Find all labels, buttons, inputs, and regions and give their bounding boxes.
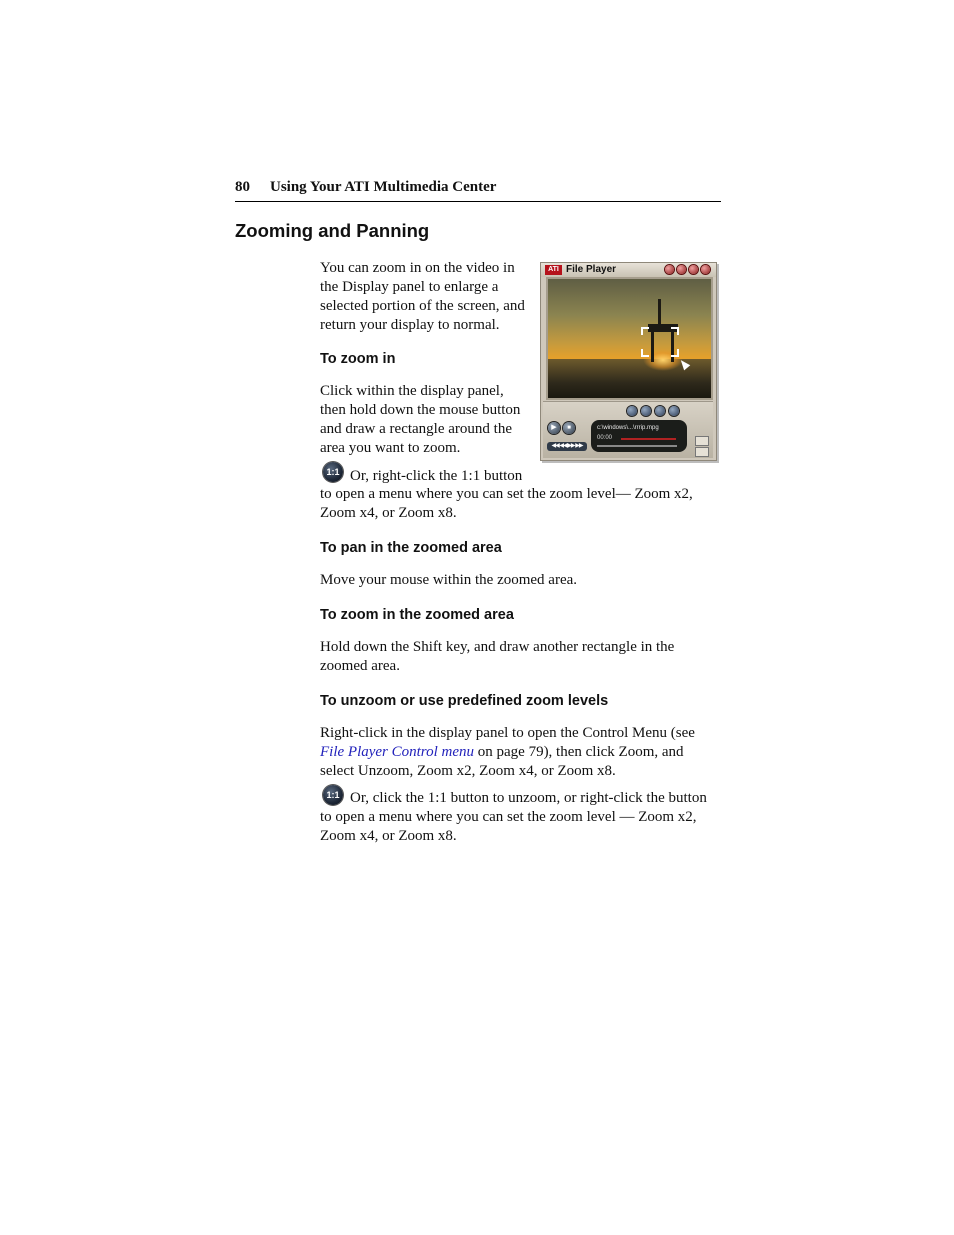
pan-paragraph: Move your mouse within the zoomed area. bbox=[320, 572, 578, 588]
text-line: Zoom x4, or Zoom x8. bbox=[320, 505, 457, 521]
lcd-display bbox=[591, 420, 687, 452]
position-bar bbox=[597, 445, 677, 447]
intro-line: selected portion of the screen, and bbox=[320, 298, 525, 314]
player-controls bbox=[543, 401, 713, 458]
file-player-window bbox=[540, 262, 717, 461]
file-player-control-menu-link[interactable]: File Player Control menu bbox=[320, 744, 474, 760]
heading-pan: To pan in the zoomed area bbox=[320, 540, 502, 556]
zoom-rectangle-corner bbox=[671, 349, 679, 357]
zoom-rectangle-corner bbox=[671, 327, 679, 335]
text-line: Or, click the 1:1 button to unzoom, or right-click the button bbox=[350, 790, 707, 806]
text-line: Zoom x4, or Zoom x8. bbox=[320, 828, 457, 844]
unzoom-paragraph bbox=[320, 724, 695, 781]
control-button-icon bbox=[627, 406, 637, 416]
volume-bar bbox=[621, 438, 676, 440]
display-panel bbox=[546, 277, 713, 400]
control-button-icon bbox=[669, 406, 679, 416]
unzoom-rest bbox=[320, 808, 697, 846]
control-button-icon bbox=[641, 406, 651, 416]
minimize-icon bbox=[677, 265, 686, 274]
zoom-rectangle-corner bbox=[641, 327, 649, 335]
one-to-one-button-icon: 1:1 bbox=[323, 785, 343, 805]
lcd-time: 00:00 bbox=[597, 435, 613, 441]
oil-rig-leg bbox=[671, 332, 674, 362]
heading-unzoom: To unzoom or use predefined zoom levels bbox=[320, 693, 609, 709]
side-button-icon bbox=[695, 447, 709, 457]
video-sky bbox=[548, 279, 711, 359]
heading-zoom-in: To zoom in bbox=[320, 351, 396, 367]
text-line bbox=[320, 743, 695, 762]
text-line: to open a menu where you can set the zoom level— Zoom x2, bbox=[320, 486, 693, 502]
text-line: area you want to zoom. bbox=[320, 440, 461, 456]
lcd-filename: c:\windows\...\rrrip.mpg bbox=[597, 425, 659, 431]
text-line: Right-click in the display panel to open the Control Menu (see bbox=[320, 725, 695, 741]
stop-icon: ■ bbox=[563, 422, 575, 434]
intro-line: You can zoom in on the video in bbox=[320, 260, 515, 276]
control-button-icon bbox=[655, 406, 665, 416]
maximize-icon bbox=[689, 265, 698, 274]
one-to-one-button-icon: 1:1 bbox=[323, 462, 343, 482]
oil-rig-leg bbox=[651, 332, 654, 362]
page-number: 80 bbox=[235, 179, 250, 195]
ati-logo: ATI bbox=[545, 265, 562, 275]
zoom-rectangle-corner bbox=[641, 349, 649, 357]
zoom-in-rest bbox=[320, 485, 693, 523]
intro-paragraph bbox=[320, 259, 525, 335]
intro-line: the Display panel to enlarge a bbox=[320, 279, 499, 295]
zoom-in-paragraph bbox=[320, 382, 520, 458]
text-fragment: on page 79), then click Zoom, and bbox=[474, 744, 684, 760]
player-titlebar bbox=[541, 263, 716, 277]
zoom-zoomed-paragraph bbox=[320, 638, 674, 676]
section-title: Zooming and Panning bbox=[235, 220, 430, 241]
help-icon bbox=[665, 265, 674, 274]
chapter-title: Using Your ATI Multimedia Center bbox=[270, 179, 497, 195]
text-line: Click within the display panel, bbox=[320, 383, 504, 399]
intro-line: return your display to normal. bbox=[320, 317, 500, 333]
player-title: File Player bbox=[566, 264, 617, 275]
text-line: zoomed area. bbox=[320, 658, 400, 674]
side-button-icon bbox=[695, 436, 709, 446]
text-line: then hold down the mouse button bbox=[320, 402, 521, 418]
transport-buttons-icon: ◀◀ ◀◀ ▶▶ ▶▶ bbox=[547, 442, 587, 451]
text-line: Hold down the Shift key, and draw another rectangle in the bbox=[320, 639, 675, 655]
running-header bbox=[235, 177, 721, 202]
heading-zoom-zoomed: To zoom in the zoomed area bbox=[320, 607, 514, 623]
text-line: select Unzoom, Zoom x2, Zoom x4, or Zoom x8. bbox=[320, 763, 616, 779]
text-line: to open a menu where you can set the zoom level — Zoom x2, bbox=[320, 809, 697, 825]
text-line: Or, right-click the 1:1 button bbox=[350, 468, 523, 484]
play-icon: ▶ bbox=[548, 422, 560, 434]
text-line: and draw a rectangle around the bbox=[320, 421, 512, 437]
close-icon bbox=[701, 265, 710, 274]
